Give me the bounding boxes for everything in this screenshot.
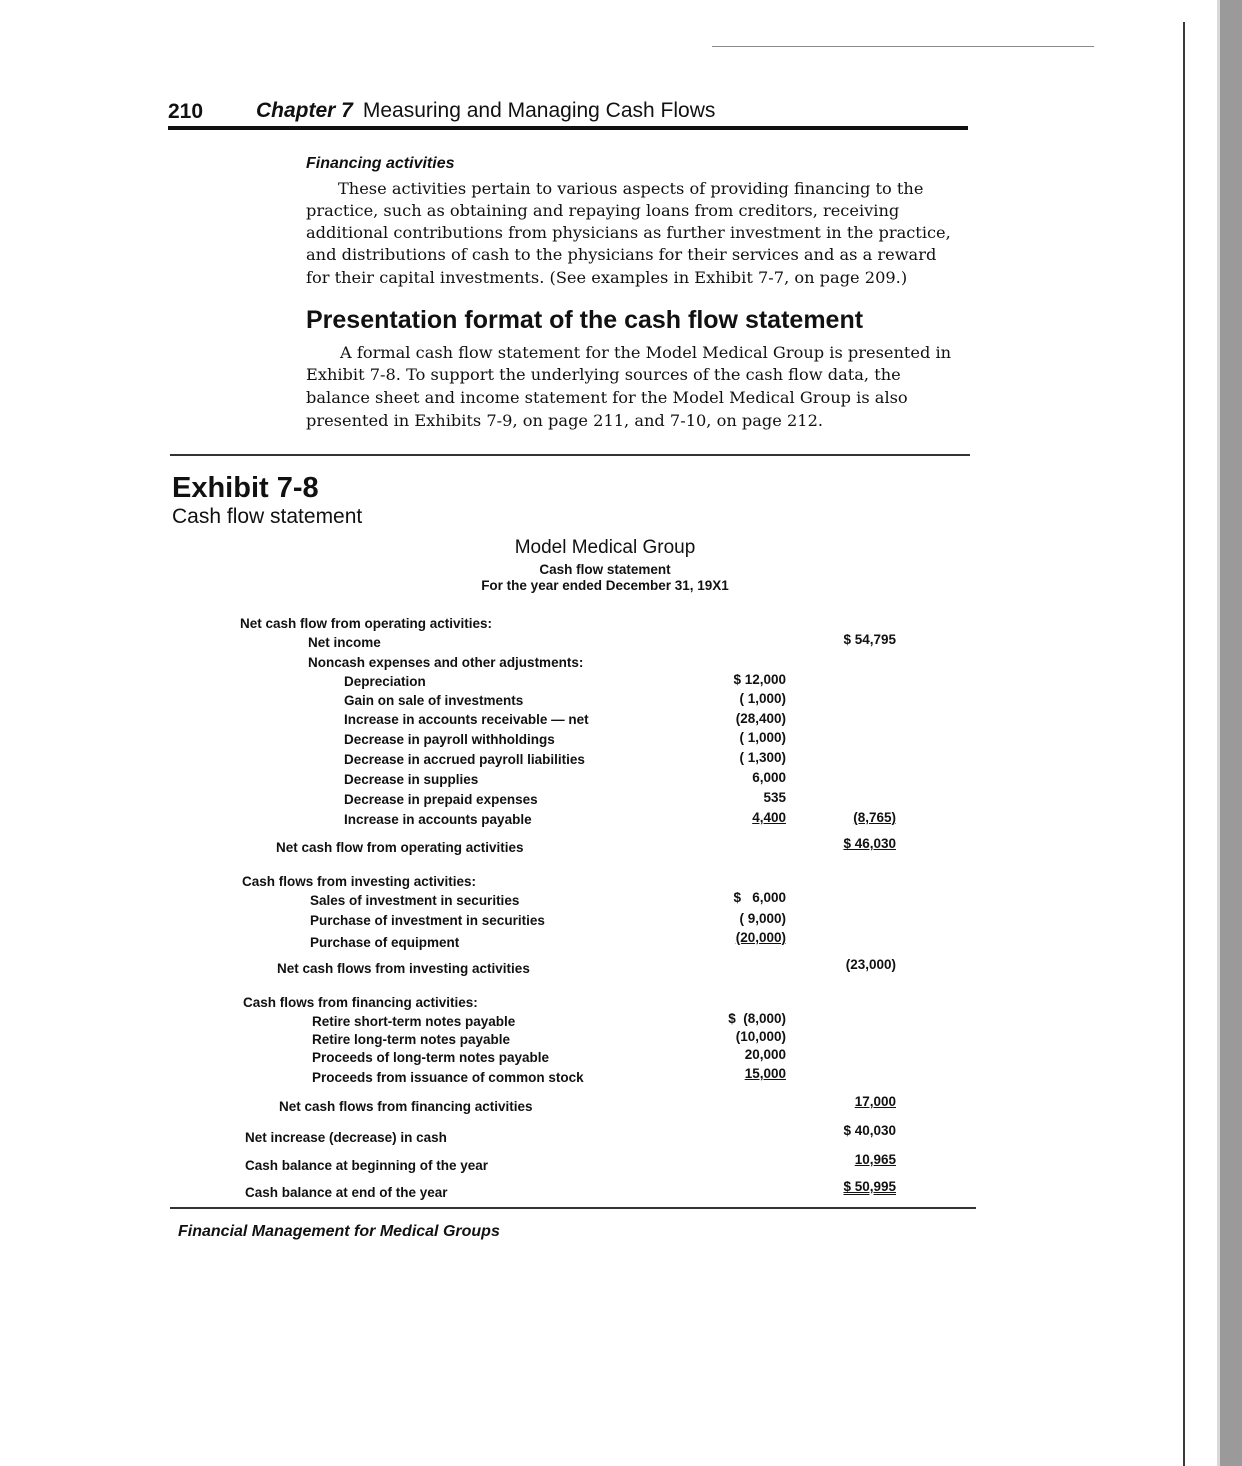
page-edge-highlight [1217, 0, 1220, 1466]
financing-item-value: 15,000 [744, 1066, 786, 1081]
investing-header: Cash flows from investing activities: [242, 874, 477, 889]
begin-balance-label: Cash balance at beginning of the year [245, 1158, 489, 1173]
financing-line-5: for their capital investments. (See examples in Exhibit 7-7, on page 209.) [306, 268, 908, 287]
financing-item-value: $ (8,000) [728, 1011, 786, 1026]
operating-item-value: $ 12,000 [733, 672, 786, 687]
operating-item-label: Decrease in accrued payroll liabilities [344, 752, 585, 767]
presentation-heading: Presentation format of the cash flow statement [306, 306, 864, 334]
presentation-line-2: Exhibit 7-8. To support the underlying sources of the cash flow data, the [306, 365, 901, 384]
running-header [256, 99, 715, 123]
operating-item-value: ( 1,000) [739, 730, 786, 745]
investing-item-value: (20,000) [735, 930, 786, 945]
operating-total: $ 46,030 [843, 836, 896, 851]
company-name: Model Medical Group [514, 537, 696, 558]
investing-item-label: Sales of investment in securities [310, 893, 520, 908]
financing-item-label: Proceeds of long-term notes payable [312, 1050, 550, 1065]
investing-total: (23,000) [845, 957, 896, 972]
operating-item-label: Increase in accounts payable [344, 812, 532, 827]
operating-header: Net cash flow from operating activities: [240, 616, 493, 631]
operating-item-label: Depreciation [344, 674, 426, 689]
chapter-label: Chapter 7 [256, 99, 353, 122]
investing-item-label: Purchase of equipment [310, 935, 460, 950]
operating-item-value: ( 1,300) [739, 750, 786, 765]
operating-item-value: 6,000 [752, 770, 786, 785]
financing-line-1: These activities pertain to various aspects of providing financing to the [338, 179, 924, 198]
operating-item-value: (28,400) [735, 711, 786, 726]
end-balance-value: $ 50,995 [843, 1179, 896, 1194]
begin-balance-value: 10,965 [854, 1152, 896, 1167]
financing-total: 17,000 [854, 1094, 896, 1109]
page-edge-shadow [1220, 0, 1242, 1466]
operating-item-label: Decrease in payroll withholdings [344, 732, 555, 747]
operating-item-value: ( 1,000) [739, 691, 786, 706]
running-footer: Financial Management for Medical Groups [178, 1223, 500, 1240]
financing-item-value: 20,000 [744, 1047, 786, 1062]
presentation-line-1: A formal cash flow statement for the Model Medical Group is presented in [340, 343, 952, 362]
top-rule [712, 46, 1094, 47]
operating-item-label: Decrease in prepaid expenses [344, 792, 538, 807]
financing-heading: Financing activities [306, 155, 455, 172]
chapter-title: Measuring and Managing Cash Flows [362, 99, 716, 122]
noncash-header: Noncash expenses and other adjustments: [308, 655, 584, 670]
presentation-line-4: presented in Exhibits 7-9, on page 211, and 7-10, on page 212. [306, 411, 824, 430]
investing-total-label: Net cash flows from investing activities [277, 961, 530, 976]
investing-item-label: Purchase of investment in securities [310, 913, 545, 928]
financing-item-label: Proceeds from issuance of common stock [312, 1070, 584, 1085]
operating-item-label: Increase in accounts receivable — net [344, 712, 589, 727]
financing-line-4: and distributions of cash to the physicians for their services and as a reward [306, 245, 937, 264]
end-balance-label: Cash balance at end of the year [245, 1185, 448, 1200]
presentation-line-3: balance sheet and income statement for the Model Medical Group is also [306, 388, 908, 407]
investing-item-value: ( 9,000) [739, 911, 786, 926]
operating-item-value: 4,400 [752, 810, 786, 825]
financing-item-label: Retire short-term notes payable [312, 1014, 516, 1029]
binding-edge-line [1183, 22, 1185, 1466]
page-number: 210 [168, 100, 204, 123]
net-income-value: $ 54,795 [843, 632, 896, 647]
financing-total-label: Net cash flows from financing activities [279, 1099, 533, 1114]
statement-period: For the year ended December 31, 19X1 [481, 578, 729, 593]
operating-item-label: Decrease in supplies [344, 772, 479, 787]
operating-item-value: 535 [763, 790, 786, 805]
financing-header: Cash flows from financing activities: [243, 995, 478, 1010]
operating-item-label: Gain on sale of investments [344, 693, 524, 708]
adjustments-total: (8,765) [853, 810, 896, 825]
financing-line-3: additional contributions from physicians as further investment in the practice, [306, 223, 951, 242]
financing-line-2: practice, such as obtaining and repaying loans from creditors, receiving [306, 201, 900, 220]
net-income-label: Net income [308, 635, 381, 650]
operating-total-label: Net cash flow from operating activities [276, 840, 524, 855]
header-rule [168, 126, 968, 130]
exhibit-title: Cash flow statement [172, 505, 363, 528]
net-increase-label: Net increase (decrease) in cash [245, 1130, 447, 1145]
section-rule [170, 454, 970, 456]
statement-name: Cash flow statement [539, 562, 671, 577]
exhibit-number: Exhibit 7-8 [172, 472, 319, 504]
financing-item-value: (10,000) [735, 1029, 786, 1044]
bottom-rule [170, 1207, 976, 1209]
investing-item-value: $ 6,000 [733, 890, 786, 905]
net-increase-value: $ 40,030 [843, 1123, 896, 1138]
financing-item-label: Retire long-term notes payable [312, 1032, 511, 1047]
